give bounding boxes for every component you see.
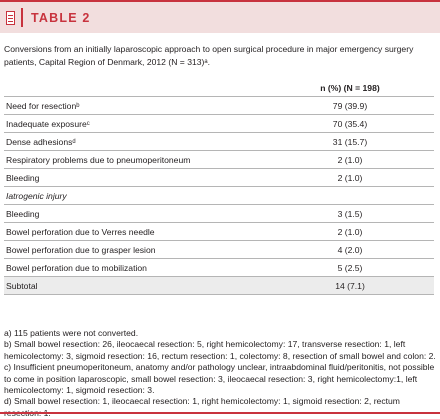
row-value: 2 (1.0) (266, 223, 434, 241)
footnote-c: c) Insufficient pneumoperitoneum, anatomy and/or pathology unclear, intraabdominal fluid/peritonitis, not possible to come in position laparoscopic, small bowel resection: 3, ileocaecal resection: 3, right hemicolectomy:1, left hemicolectomy: 1, sigmoid resection: 3. (4, 362, 435, 396)
table-row (4, 259, 434, 277)
row-label: Bowel perforation due to mobilization (4, 259, 266, 277)
footnote-b: b) Small bowel resection: 26, ileocaecal resection: 5, right hemicolectomy: 17, transverse resection: 1, left hemicolectomy: 3, sigmoid resection: 16, rectum resection: 1, colectomy: 8, resection of small bowel and colon: 2. (4, 339, 436, 361)
table-row (4, 169, 434, 187)
row-value: 70 (35.4) (266, 115, 434, 133)
bottom-rule (0, 412, 440, 414)
row-label: Dense adhesionsᵈ (4, 133, 266, 151)
table-row (4, 115, 434, 133)
table-header-row (4, 79, 434, 97)
subtotal-label: Subtotal (4, 277, 266, 295)
table-caption: Conversions from an initially laparoscopic approach to open surgical procedure in major emergency surgery patients, Capital Region of Denmark, 2012 (N = 313)ᵃ. (4, 44, 414, 67)
table-row (4, 133, 434, 151)
table-row (4, 241, 434, 259)
row-value: 3 (1.5) (266, 205, 434, 223)
group-heading-label: Iatrogenic injury (4, 187, 266, 205)
row-value: 4 (2.0) (266, 241, 434, 259)
row-value (266, 187, 434, 205)
table-row (4, 205, 434, 223)
table-title: TABLE 2 (31, 10, 91, 25)
row-label: Bowel perforation due to Verres needle (4, 223, 266, 241)
header-divider (21, 8, 23, 27)
table-row (4, 151, 434, 169)
table-row (4, 223, 434, 241)
row-label: Inadequate exposureᶜ (4, 115, 266, 133)
subtotal-value: 14 (7.1) (266, 277, 434, 295)
conversion-table (4, 79, 434, 295)
header-label-cell (4, 79, 266, 97)
row-value: 79 (39.9) (266, 97, 434, 115)
document-icon (6, 11, 15, 25)
row-value: 31 (15.7) (266, 133, 434, 151)
row-label: Respiratory problems due to pneumoperitoneum (4, 151, 266, 169)
table-header-bar (0, 0, 440, 33)
table-row-group-heading (4, 187, 434, 205)
row-label: Bleeding (4, 169, 266, 187)
header-value-cell: n (%) (N = 198) (266, 79, 434, 97)
row-label: Need for resectionᵇ (4, 97, 266, 115)
row-label: Bleeding (4, 205, 266, 223)
footnote-d: d) Small bowel resection: 1, ileocaecal resection: 1, right hemicolectomy: 1, sigmoid resection: 2, rectum (4, 396, 400, 407)
row-value: 2 (1.0) (266, 151, 434, 169)
table-row-subtotal (4, 277, 434, 295)
footnotes (4, 328, 438, 419)
row-value: 2 (1.0) (266, 169, 434, 187)
footnote-a: a) 115 patients were not converted. (4, 328, 139, 338)
row-value: 5 (2.5) (266, 259, 434, 277)
table-row (4, 97, 434, 115)
row-label: Bowel perforation due to grasper lesion (4, 241, 266, 259)
